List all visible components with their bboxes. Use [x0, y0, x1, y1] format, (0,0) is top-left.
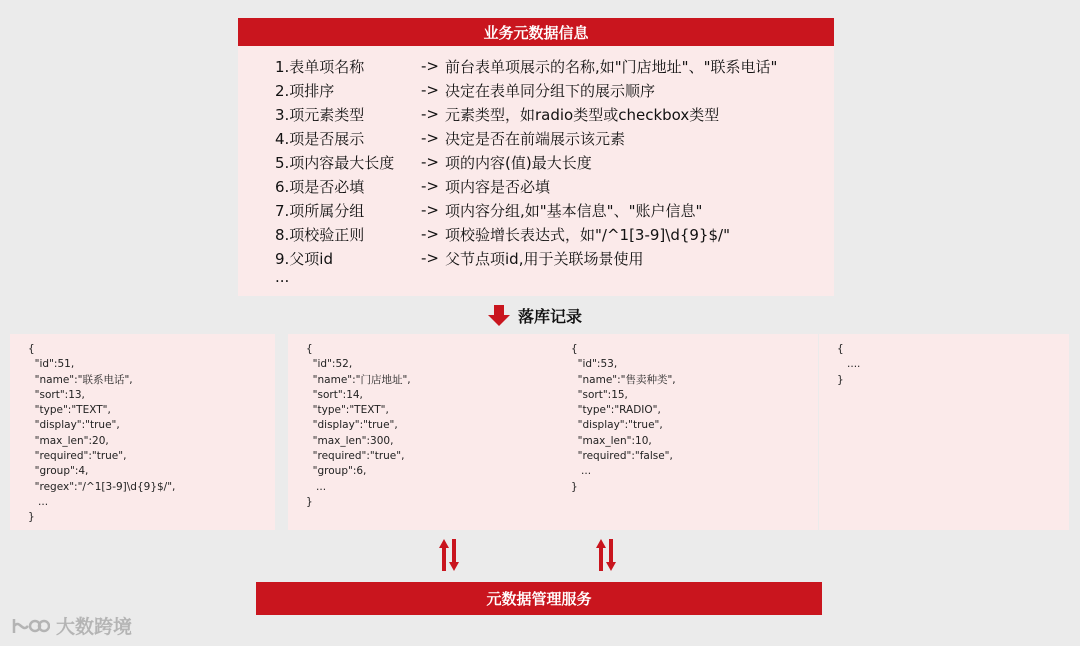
watermark: [10, 612, 132, 639]
field-name: 6.项是否必填: [275, 177, 365, 196]
field-arrow: ->: [421, 177, 439, 195]
field-ellipsis: ...: [275, 268, 290, 286]
field-arrow: ->: [421, 57, 439, 75]
field-name: 9.父项id: [275, 249, 334, 268]
field-arrow: ->: [421, 153, 439, 171]
record-card: [819, 334, 1069, 530]
field-name: 7.项所属分组: [275, 201, 365, 220]
watermark-logo-icon: [10, 615, 50, 637]
field-name: 2.项排序: [275, 81, 335, 100]
record-card: [553, 334, 818, 530]
field-item: [275, 198, 834, 222]
field-item: [275, 126, 834, 150]
field-arrow: ->: [421, 201, 439, 219]
field-item: [275, 102, 834, 126]
record-card: [10, 334, 275, 530]
bidirectional-arrow-icon: [436, 536, 462, 574]
field-desc: 项内容分组,如"基本信息"、"账户信息": [445, 201, 703, 220]
field-desc: 项校验增长表达式，如"/^1[3-9]\d{9}$/": [445, 225, 730, 244]
record-card: [288, 334, 553, 530]
field-list: [238, 46, 834, 290]
field-desc: 元素类型，如radio类型或checkbox类型: [445, 105, 720, 124]
field-arrow: ->: [421, 249, 439, 267]
panel-title: 业务元数据信息: [238, 18, 834, 46]
field-name: 8.项校验正则: [275, 225, 365, 244]
field-arrow: ->: [421, 225, 439, 243]
field-desc: 决定在表单同分组下的展示顺序: [445, 81, 656, 100]
record-json: { "id":52, "name":"门店地址", "sort":14, "type":"TEXT", "display":"true", "max_len":300, "required":"true", "group":6, ... }: [306, 343, 411, 508]
record-json: { .... }: [837, 343, 861, 386]
metadata-management-service-bar: 元数据管理服务: [256, 582, 822, 615]
field-desc: 项内容是否必填: [445, 177, 551, 196]
field-item: [275, 78, 834, 102]
field-item: [275, 222, 834, 246]
save-records-text: 落库记录: [518, 306, 583, 326]
field-desc: 前台表单项展示的名称,如"门店地址"、"联系电话": [445, 57, 778, 76]
field-item: [275, 246, 834, 270]
field-desc: 父节点项id,用于关联场景使用: [445, 249, 644, 268]
field-arrow: ->: [421, 129, 439, 147]
record-json: { "id":53, "name":"售卖种类", "sort":15, "type":"RADIO", "display":"true", "max_len":10, "required":"false", ... }: [571, 343, 676, 493]
field-item: [275, 174, 834, 198]
field-desc: 项的内容(值)最大长度: [445, 153, 592, 172]
field-name: 4.项是否展示: [275, 129, 365, 148]
field-item: [275, 54, 834, 78]
field-item: [275, 150, 834, 174]
field-name: 5.项内容最大长度: [275, 153, 395, 172]
save-records-label: [486, 302, 582, 328]
field-arrow: ->: [421, 105, 439, 123]
watermark-text: 大数跨境: [56, 616, 133, 638]
record-json: { "id":51, "name":"联系电话", "sort":13, "type":"TEXT", "display":"true", "max_len":20, "required":"true", "group":4, "regex":"/^1[3-9]\d{9}$/", ... }: [28, 343, 176, 524]
metadata-info-panel: [238, 18, 834, 296]
field-desc: 决定是否在前端展示该元素: [445, 129, 626, 148]
field-arrow: ->: [421, 81, 439, 99]
field-name: 3.项元素类型: [275, 105, 365, 124]
field-name: 1.表单项名称: [275, 57, 365, 76]
down-arrow-icon: [486, 302, 512, 328]
bidirectional-arrow-icon: [593, 536, 619, 574]
